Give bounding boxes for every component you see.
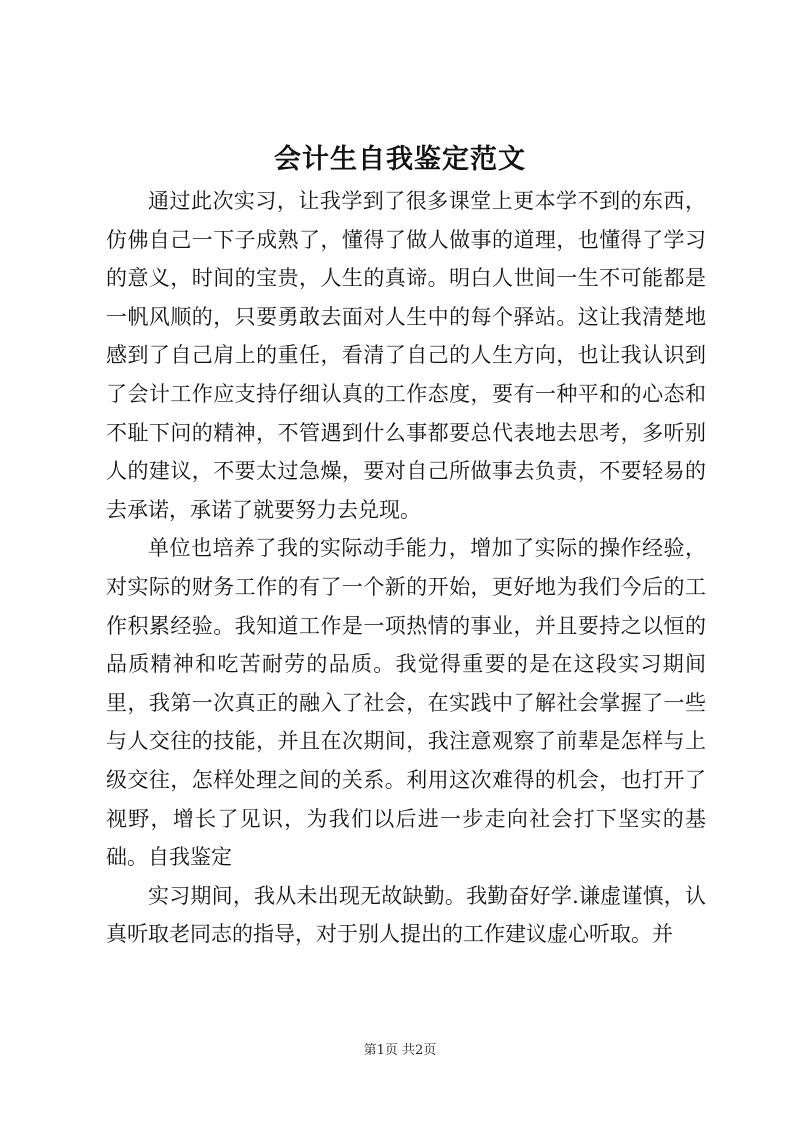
document-title: 会计生自我鉴定范文 (274, 144, 526, 175)
paragraph-2: 单位也培养了我的实际动手能力，增加了实际的操作经验，对实际的财务工作的有了一个新的开始，更好地为我们今后的工作积累经验。我知道工作是一项热情的事业，并且要持之以恒的品质精神和吃苦耐劳的品质。我觉得重要的是在这段实习期间里，我第一次真正的融入了社会，在实践中了解社会掌握了一些与人交往的技能，并且在次期间，我注意观察了前辈是怎样与上级交往，怎样处理之间的关系。利用这次难得的机会，也打开了视野，增长了见识，为我们以后进一步走向社会打下坚实的基础。自我鉴定 (106, 536, 706, 870)
page-number-footer: 第1页 共2页 (363, 1043, 437, 1058)
paragraph-3: 实习期间，我从未出现无故缺勤。我勤奋好学.谦虚谨慎，认真听取老同志的指导，对于别人提出的工作建议虚心听取。并 (106, 883, 706, 947)
document-body (106, 182, 706, 954)
paragraph-1: 通过此次实习，让我学到了很多课堂上更本学不到的东西，仿佛自己一下子成熟了，懂得了做人做事的道理，也懂得了学习的意义，时间的宝贵，人生的真谛。明白人世间一生不可能都是一帆风顺的，只要勇敢去面对人生中的每个驿站。这让我清楚地感到了自己肩上的重任，看清了自己的人生方向，也让我认识到了会计工作应支持仔细认真的工作态度，要有一种平和的心态和不耻下问的精神，不管遇到什么事都要总代表地去思考，多听别人的建议，不要太过急燥，要对自己所做事去负责，不要轻易的去承诺，承诺了就要努力去兑现。 (106, 189, 706, 522)
